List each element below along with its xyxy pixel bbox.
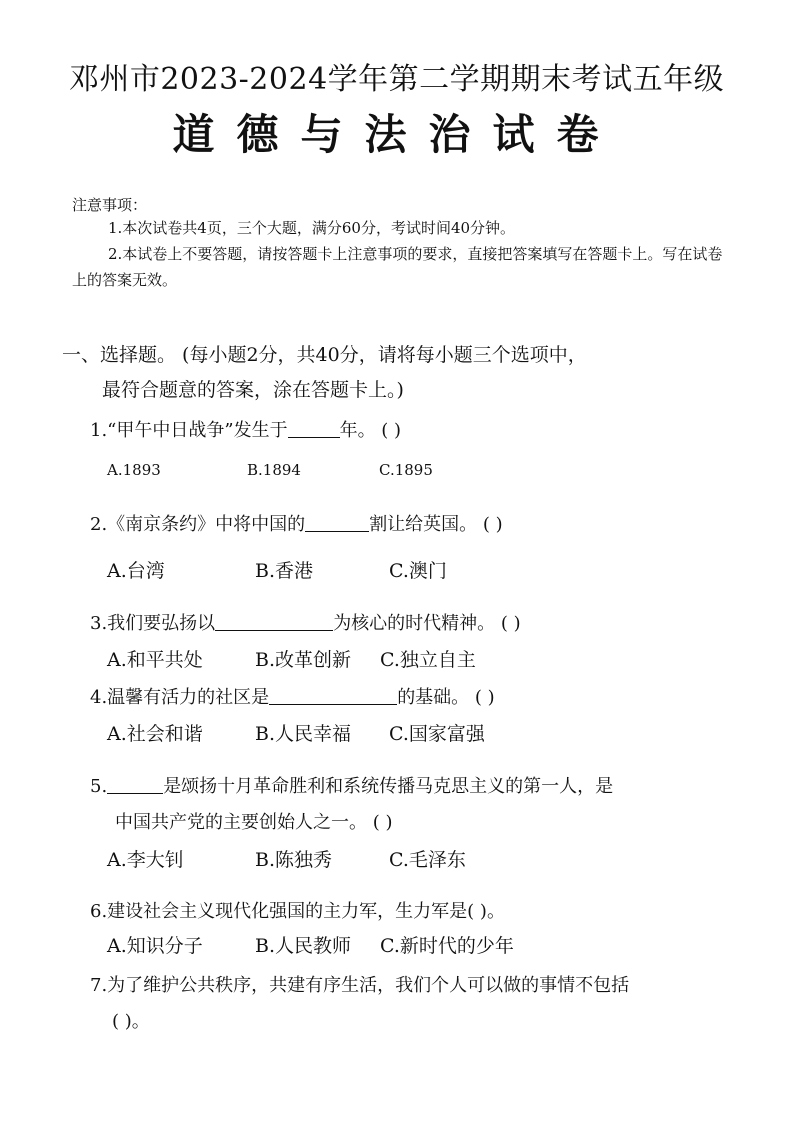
option-a: A.李大钊	[107, 849, 184, 871]
answer-blank	[305, 513, 369, 532]
question-1-options	[107, 461, 433, 479]
question-2	[90, 510, 503, 536]
notice-item-1: 1.本次试卷共4页，三个大题，满分60分，考试时间40分钟。	[108, 219, 516, 237]
option-b: B.香港	[255, 560, 314, 582]
option-b: B.陈独秀	[255, 849, 333, 871]
question-2-options	[107, 556, 447, 583]
notice-item-2: 2.本试卷上不要答题，请按答题卡上注意事项的要求，直接把答案填写在答题卡上。写在试卷上的答案无效。	[72, 245, 723, 289]
question-2-tail: 割让给英国。 ( )	[369, 514, 503, 535]
question-4	[90, 683, 495, 709]
question-2-text: 2.《南京条约》中将中国的	[90, 514, 306, 535]
question-5-text: 5.	[90, 776, 108, 797]
question-3-options	[107, 645, 476, 672]
option-c: C.国家富强	[389, 723, 485, 745]
answer-blank	[215, 612, 333, 631]
question-6: 6.建设社会主义现代化强国的主力军，生力军是( )。	[90, 901, 505, 922]
option-a: A.知识分子	[107, 935, 203, 957]
question-5-line2: 中国共产党的主要创始人之一。 ( )	[115, 812, 393, 833]
option-c: C.独立自主	[380, 649, 476, 671]
question-5-options	[107, 845, 466, 872]
question-4-options	[107, 719, 485, 746]
question-7: 7.为了维护公共秩序，共建有序生活，我们个人可以做的事情不包括	[90, 975, 630, 996]
question-3-text: 3.我们要弘扬以	[90, 613, 216, 634]
answer-blank	[107, 775, 163, 794]
section-1-line2: 最符合题意的答案，涂在答题卡上。)	[102, 379, 404, 401]
option-a: A.台湾	[107, 560, 165, 582]
question-4-text: 4.温馨有活力的社区是	[90, 687, 270, 708]
answer-blank	[269, 686, 397, 705]
option-a: A.1893	[107, 461, 161, 479]
question-3-tail: 为核心的时代精神。 ( )	[333, 613, 521, 634]
question-1-text: 1.“甲午中日战争”发生于	[90, 420, 288, 441]
option-b: B.人民教师	[255, 935, 352, 957]
option-b: B.改革创新	[255, 649, 352, 671]
exam-title-line1: 邓州市2023-2024学年第二学期期末考试五年级	[68, 62, 725, 97]
option-c: C.1895	[379, 461, 433, 479]
question-5-tail: 是颂扬十月革命胜利和系统传播马克思主义的第一人，是	[163, 776, 614, 797]
section-1-line1: 一、选择题。 (每小题2分，共40分，请将每小题三个选项中，	[62, 344, 587, 366]
question-3	[90, 609, 521, 635]
question-1-tail: 年。 ( )	[339, 420, 402, 441]
notice-heading: 注意事项：	[72, 196, 148, 214]
option-b: B.1894	[247, 461, 301, 479]
question-7-line2: ( )。	[112, 1011, 150, 1032]
question-4-tail: 的基础。 ( )	[397, 687, 495, 708]
option-a: A.和平共处	[107, 649, 203, 671]
exam-title-line2: 道德与法治试卷	[172, 110, 621, 159]
option-a: A.社会和谐	[107, 723, 203, 745]
section-1-heading	[62, 338, 732, 408]
option-c: C.新时代的少年	[380, 935, 514, 957]
option-c: C.毛泽东	[389, 849, 466, 871]
question-1	[90, 416, 401, 442]
question-5	[90, 772, 613, 798]
question-6-options	[107, 931, 514, 958]
answer-blank	[288, 419, 340, 438]
option-b: B.人民幸福	[255, 723, 352, 745]
option-c: C.澳门	[389, 560, 447, 582]
